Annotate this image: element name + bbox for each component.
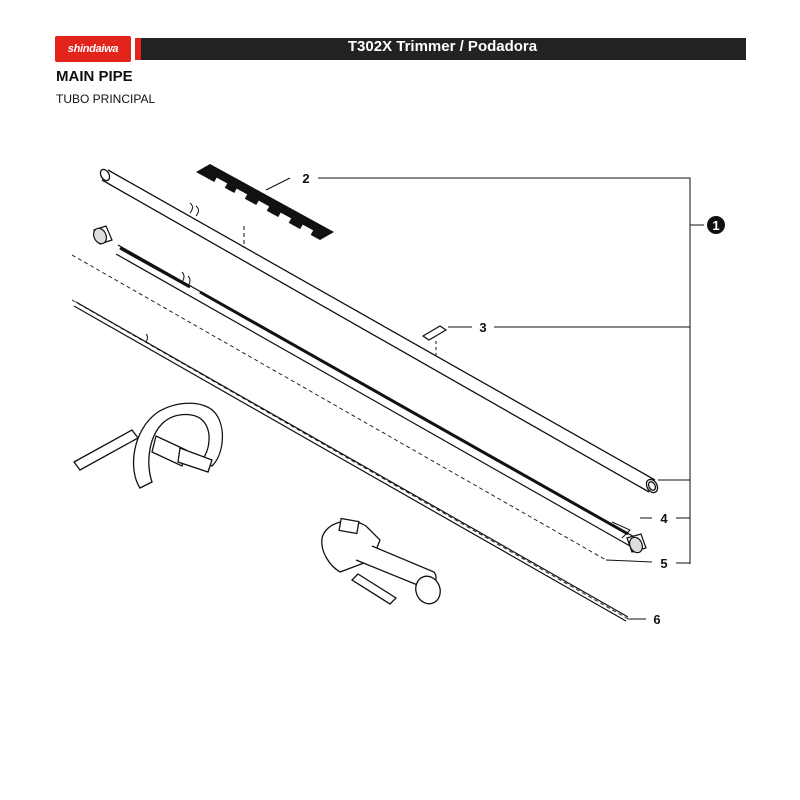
throttle-housing	[322, 519, 444, 608]
callout-2: 2	[302, 171, 310, 186]
brand-name: shindaiwa	[67, 43, 119, 55]
callout-6: 6	[653, 612, 661, 627]
page-title: T302X Trimmer / Podadora	[347, 38, 538, 55]
drive-shaft	[74, 302, 628, 621]
loop-handle	[74, 403, 222, 488]
callout-1-label: 1	[712, 218, 720, 233]
main-pipe	[99, 168, 660, 495]
section-subtitle: TUBO PRINCIPAL	[56, 92, 156, 106]
pipe-clip	[423, 326, 446, 358]
callout-5: 5	[660, 556, 668, 571]
drive-liner	[116, 245, 636, 546]
callout-4: 4	[660, 511, 668, 526]
callout-3: 3	[479, 320, 487, 335]
warning-decal	[196, 164, 334, 248]
bushing-left	[91, 226, 112, 246]
section-title: MAIN PIPE	[56, 68, 133, 85]
callout-1	[707, 216, 725, 234]
bushing-right	[627, 534, 646, 555]
